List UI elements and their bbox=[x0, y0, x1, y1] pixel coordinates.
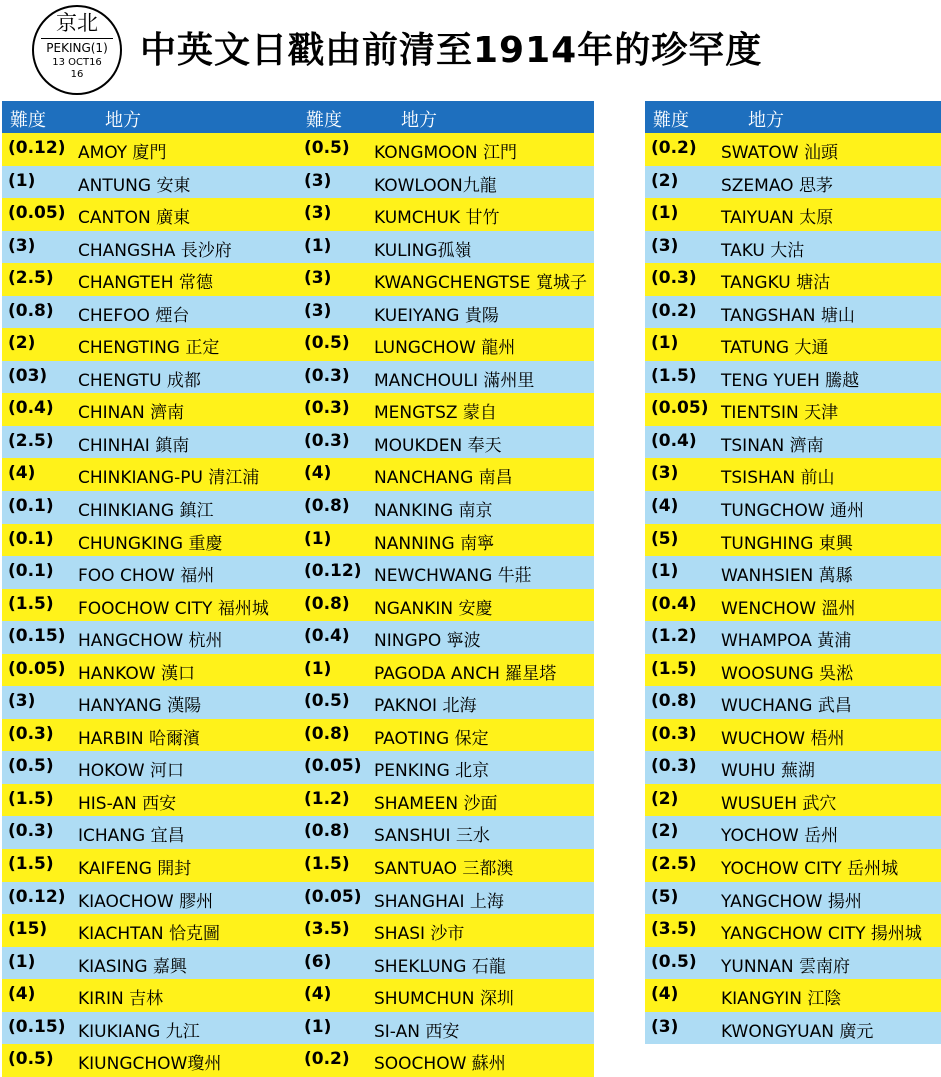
place-name: WOOSUNG 吳淞 bbox=[721, 663, 854, 684]
rarity-value: (0.8) bbox=[304, 821, 350, 842]
place-name: NGANKIN 安慶 bbox=[374, 598, 493, 619]
stamp-top-text: 京北 bbox=[56, 11, 98, 35]
table-row bbox=[645, 556, 941, 589]
table-row bbox=[298, 882, 594, 915]
table-row bbox=[298, 328, 594, 361]
place-name: WHAMPOA 黃浦 bbox=[721, 631, 852, 652]
table-row bbox=[2, 166, 298, 199]
rarity-value: (1.5) bbox=[304, 854, 350, 875]
place-name: HOKOW 河口 bbox=[78, 761, 184, 782]
rarity-value: (0.05) bbox=[304, 886, 362, 907]
place-name: TATUNG 大通 bbox=[721, 338, 829, 359]
table-row bbox=[298, 426, 594, 459]
table-row bbox=[645, 589, 941, 622]
rarity-value: (1.2) bbox=[304, 788, 350, 809]
place-name: NANNING 南寧 bbox=[374, 533, 495, 554]
table-row bbox=[645, 784, 941, 817]
table-row bbox=[298, 914, 594, 947]
column-header bbox=[645, 101, 941, 133]
place-name: SHEKLUNG 石龍 bbox=[374, 956, 506, 977]
place-name: KIACHTAN 恰克圖 bbox=[78, 924, 220, 945]
rarity-value: (0.4) bbox=[304, 626, 350, 647]
place-name: TENG YUEH 騰越 bbox=[721, 370, 860, 391]
rarity-value: (0.1) bbox=[8, 496, 54, 517]
place-name: NINGPO 寧波 bbox=[374, 631, 481, 652]
place-name: CHENGTU 成都 bbox=[78, 370, 201, 391]
place-name: WUHU 蕪湖 bbox=[721, 761, 815, 782]
rarity-value: (0.15) bbox=[8, 626, 66, 647]
table-row bbox=[298, 458, 594, 491]
table-row bbox=[645, 686, 941, 719]
place-name: CANTON 廣東 bbox=[78, 208, 191, 229]
place-name: SHUMCHUN 深圳 bbox=[374, 989, 514, 1010]
rarity-value: (2) bbox=[651, 821, 679, 842]
difficulty-header: 難度 bbox=[306, 110, 342, 131]
rarity-value: (1) bbox=[651, 203, 679, 224]
table-row bbox=[2, 556, 298, 589]
table-row bbox=[2, 458, 298, 491]
rarity-value: (1) bbox=[304, 235, 332, 256]
table-row bbox=[2, 198, 298, 231]
page-title: 中英文日戳由前清至1914年的珍罕度 bbox=[140, 30, 763, 71]
empty-row bbox=[645, 1044, 941, 1077]
table-row bbox=[645, 458, 941, 491]
place-name: CHENGTING 正定 bbox=[78, 338, 220, 359]
table-row bbox=[645, 491, 941, 524]
rarity-value: (0.2) bbox=[304, 1049, 350, 1070]
rarity-value: (1) bbox=[304, 1016, 332, 1037]
rarity-value: (0.3) bbox=[651, 756, 697, 777]
place-name: YANGCHOW 揚州 bbox=[721, 891, 862, 912]
table-row bbox=[298, 719, 594, 752]
rarity-value: (6) bbox=[304, 951, 332, 972]
table-row bbox=[645, 979, 941, 1012]
table-row bbox=[2, 393, 298, 426]
place-name: MANCHOULI 滿州里 bbox=[374, 370, 535, 391]
rarity-value: (0.8) bbox=[304, 593, 350, 614]
table-row bbox=[645, 361, 941, 394]
table-row bbox=[645, 621, 941, 654]
table-row bbox=[645, 751, 941, 784]
table-row bbox=[645, 524, 941, 557]
table-row bbox=[2, 328, 298, 361]
table-row bbox=[2, 133, 298, 166]
rarity-value: (0.8) bbox=[304, 723, 350, 744]
place-name: CHUNGKING 重慶 bbox=[78, 533, 223, 554]
place-name: KIAOCHOW 膠州 bbox=[78, 891, 214, 912]
place-name: LUNGCHOW 龍州 bbox=[374, 338, 516, 359]
rarity-value: (0.3) bbox=[651, 723, 697, 744]
rarity-value: (1.5) bbox=[8, 854, 54, 875]
rarity-value: (0.3) bbox=[304, 430, 350, 451]
place-name: YOCHOW CITY 岳州城 bbox=[721, 859, 899, 880]
place-name: WUCHOW 梧州 bbox=[721, 728, 845, 749]
table-row bbox=[2, 231, 298, 264]
table-row bbox=[645, 426, 941, 459]
table-row bbox=[2, 263, 298, 296]
rarity-value: (1) bbox=[8, 170, 36, 191]
place-name: YOCHOW 岳州 bbox=[721, 826, 839, 847]
column-header bbox=[298, 101, 594, 133]
rarity-value: (4) bbox=[651, 984, 679, 1005]
table-row bbox=[645, 393, 941, 426]
rarity-value: (0.4) bbox=[651, 430, 697, 451]
table-row bbox=[298, 231, 594, 264]
rarity-value: (0.12) bbox=[8, 138, 66, 158]
table-row bbox=[2, 947, 298, 980]
place-name: HIS-AN 西安 bbox=[78, 793, 177, 814]
table-row bbox=[645, 914, 941, 947]
rarity-value: (0.3) bbox=[304, 398, 350, 419]
table-row bbox=[2, 849, 298, 882]
rarity-value: (4) bbox=[8, 984, 36, 1005]
place-header: 地方 bbox=[401, 110, 437, 131]
place-name: NANKING 南京 bbox=[374, 501, 493, 522]
table-row bbox=[298, 524, 594, 557]
table-row bbox=[298, 198, 594, 231]
place-name: TUNGHING 東興 bbox=[721, 533, 853, 554]
rarity-value: (1) bbox=[304, 528, 332, 549]
place-name: SZEMAO 思茅 bbox=[721, 175, 833, 196]
page-header bbox=[0, 0, 941, 100]
place-name: FOOCHOW CITY 福州城 bbox=[78, 598, 269, 619]
rarity-value: (1.2) bbox=[651, 626, 697, 647]
rarity-value: (1) bbox=[8, 951, 36, 972]
rarity-value: (1.5) bbox=[8, 593, 54, 614]
rarity-value: (5) bbox=[651, 528, 679, 549]
place-name: NANCHANG 南昌 bbox=[374, 468, 513, 489]
place-name: PAOTING 保定 bbox=[374, 728, 489, 749]
place-name: SI-AN 西安 bbox=[374, 1021, 460, 1042]
table-row bbox=[2, 816, 298, 849]
table-row bbox=[298, 393, 594, 426]
table-row bbox=[298, 589, 594, 622]
table-row bbox=[645, 947, 941, 980]
table-row bbox=[298, 784, 594, 817]
table-row bbox=[645, 849, 941, 882]
place-name: KWONGYUAN 廣元 bbox=[721, 1021, 874, 1042]
table-row bbox=[2, 296, 298, 329]
postmark-stamp-icon bbox=[32, 5, 122, 95]
table-row bbox=[645, 816, 941, 849]
table-row bbox=[298, 816, 594, 849]
place-name: CHANGSHA 長沙府 bbox=[78, 240, 232, 261]
table-row bbox=[298, 947, 594, 980]
place-name: PENKING 北京 bbox=[374, 761, 490, 782]
table-row bbox=[298, 1012, 594, 1045]
rarity-value: (0.05) bbox=[651, 398, 709, 419]
place-name: MOUKDEN 奉天 bbox=[374, 435, 502, 456]
table-row bbox=[298, 166, 594, 199]
place-name: TUNGCHOW 通州 bbox=[721, 501, 864, 522]
place-name: TSINAN 濟南 bbox=[721, 435, 824, 456]
table-row bbox=[645, 133, 941, 166]
place-name: WUCHANG 武昌 bbox=[721, 696, 852, 717]
difficulty-header: 難度 bbox=[10, 110, 46, 131]
difficulty-header: 難度 bbox=[653, 110, 689, 131]
table-row bbox=[645, 198, 941, 231]
rarity-value: (4) bbox=[8, 463, 36, 484]
table-row bbox=[2, 361, 298, 394]
rarity-value: (3) bbox=[304, 203, 332, 224]
rarity-value: (0.5) bbox=[8, 756, 54, 777]
place-name: WANHSIEN 萬縣 bbox=[721, 566, 853, 587]
rarity-value: (0.5) bbox=[304, 691, 350, 712]
place-name: KOWLOON九龍 bbox=[374, 175, 497, 196]
rarity-value: (0.05) bbox=[8, 203, 66, 224]
rarity-value: (2.5) bbox=[651, 854, 697, 875]
table-row bbox=[645, 328, 941, 361]
place-header: 地方 bbox=[748, 110, 784, 131]
place-name: TANGSHAN 塘山 bbox=[721, 305, 855, 326]
table-row bbox=[298, 621, 594, 654]
stamp-divider bbox=[41, 38, 113, 39]
place-name: AMOY 廈門 bbox=[78, 143, 167, 163]
rarity-value: (0.3) bbox=[304, 365, 350, 386]
table-row bbox=[298, 491, 594, 524]
table-row bbox=[298, 654, 594, 687]
place-name: CHINHAI 鎮南 bbox=[78, 435, 190, 456]
table-column-1 bbox=[2, 101, 298, 1077]
place-name: CHEFOO 煙台 bbox=[78, 305, 190, 326]
table-row bbox=[298, 263, 594, 296]
place-name: SANSHUI 三水 bbox=[374, 826, 490, 847]
rarity-value: (0.1) bbox=[8, 528, 54, 549]
place-name: TIENTSIN 天津 bbox=[721, 403, 839, 424]
rarity-value: (3) bbox=[651, 1016, 679, 1037]
rarity-value: (0.05) bbox=[8, 658, 66, 679]
table-row bbox=[645, 1012, 941, 1045]
rarity-value: (2.5) bbox=[8, 430, 54, 451]
rarity-value: (2) bbox=[651, 170, 679, 191]
rarity-value: (0.4) bbox=[651, 593, 697, 614]
rarity-value: (1) bbox=[304, 658, 332, 679]
stamp-number: 16 bbox=[70, 69, 84, 80]
table-row bbox=[2, 589, 298, 622]
rarity-value: (0.5) bbox=[304, 138, 350, 158]
table-row bbox=[2, 784, 298, 817]
rarity-value: (3) bbox=[651, 235, 679, 256]
place-name: KWANGCHENGTSE 寬城子 bbox=[374, 273, 587, 294]
table-row bbox=[298, 979, 594, 1012]
rarity-value: (3) bbox=[304, 170, 332, 191]
place-name: WENCHOW 溫州 bbox=[721, 598, 856, 619]
place-name: KUEIYANG 貴陽 bbox=[374, 305, 499, 326]
rarity-value: (3) bbox=[304, 268, 332, 289]
rarity-value: (0.2) bbox=[651, 138, 697, 158]
place-name: SANTUAO 三都澳 bbox=[374, 859, 514, 880]
table-row bbox=[2, 979, 298, 1012]
rarity-value: (0.5) bbox=[8, 1049, 54, 1070]
place-name: HANYANG 漢陽 bbox=[78, 696, 202, 717]
rarity-value: (0.3) bbox=[8, 821, 54, 842]
rarity-value: (0.2) bbox=[651, 300, 697, 321]
place-name: SHAMEEN 沙面 bbox=[374, 793, 498, 814]
rarity-value: (0.8) bbox=[651, 691, 697, 712]
place-name: CHANGTEH 常德 bbox=[78, 273, 213, 294]
rarity-value: (2) bbox=[8, 333, 36, 354]
place-name: CHINAN 濟南 bbox=[78, 403, 185, 424]
table-row bbox=[298, 133, 594, 166]
rarity-value: (1.5) bbox=[651, 658, 697, 679]
rarity-value: (4) bbox=[304, 984, 332, 1005]
table-row bbox=[2, 524, 298, 557]
place-name: KIANGYIN 江陰 bbox=[721, 989, 842, 1010]
table-row bbox=[2, 621, 298, 654]
rarity-value: (0.4) bbox=[8, 398, 54, 419]
place-name: YUNNAN 雲南府 bbox=[721, 956, 851, 977]
table-row bbox=[298, 686, 594, 719]
rarity-value: (1.5) bbox=[651, 365, 697, 386]
place-name: NEWCHWANG 牛莊 bbox=[374, 566, 532, 587]
rarity-value: (4) bbox=[651, 496, 679, 517]
table-row bbox=[2, 1012, 298, 1045]
place-name: KUMCHUK 甘竹 bbox=[374, 208, 500, 229]
place-name: FOO CHOW 福州 bbox=[78, 566, 215, 587]
stamp-office-name: PEKING(1) bbox=[46, 41, 108, 55]
table-row bbox=[645, 231, 941, 264]
table-row bbox=[2, 491, 298, 524]
table-row bbox=[2, 426, 298, 459]
rarity-value: (0.12) bbox=[8, 886, 66, 907]
table-row bbox=[2, 882, 298, 915]
place-header: 地方 bbox=[105, 110, 141, 131]
place-name: PAKNOI 北海 bbox=[374, 696, 477, 717]
rarity-value: (3) bbox=[304, 300, 332, 321]
place-name: CHINKIANG 鎮江 bbox=[78, 501, 214, 522]
rarity-value: (0.12) bbox=[304, 561, 362, 582]
table-row bbox=[2, 686, 298, 719]
rarity-value: (3.5) bbox=[651, 919, 697, 940]
place-name: KULING孤嶺 bbox=[374, 240, 472, 261]
place-name: KONGMOON 江門 bbox=[374, 143, 518, 163]
rarity-value: (1.5) bbox=[8, 788, 54, 809]
place-name: KAIFENG 開封 bbox=[78, 859, 192, 880]
place-name: TAKU 大沽 bbox=[721, 240, 805, 261]
rarity-value: (0.8) bbox=[8, 300, 54, 321]
table-row bbox=[298, 849, 594, 882]
table-row bbox=[645, 654, 941, 687]
table-row bbox=[645, 296, 941, 329]
place-name: HANGCHOW 杭州 bbox=[78, 631, 223, 652]
rarity-value: (0.05) bbox=[304, 756, 362, 777]
table-row bbox=[298, 1044, 594, 1077]
place-name: TAIYUAN 太原 bbox=[721, 208, 834, 229]
place-name: TSISHAN 前山 bbox=[721, 468, 835, 489]
rarity-value: (03) bbox=[8, 365, 48, 386]
place-name: ICHANG 宜昌 bbox=[78, 826, 185, 847]
place-name: TANGKU 塘沽 bbox=[721, 273, 831, 294]
rarity-value: (0.5) bbox=[304, 333, 350, 354]
place-name: KIUNGCHOW瓊州 bbox=[78, 1054, 222, 1075]
rarity-value: (15) bbox=[8, 919, 48, 940]
rarity-value: (3) bbox=[651, 463, 679, 484]
rarity-value: (0.8) bbox=[304, 496, 350, 517]
place-name: KIUKIANG 九江 bbox=[78, 1021, 200, 1042]
place-name: YANGCHOW CITY 揚州城 bbox=[721, 924, 922, 945]
rarity-value: (3.5) bbox=[304, 919, 350, 940]
rarity-value: (3) bbox=[8, 691, 36, 712]
table-row bbox=[298, 751, 594, 784]
place-name: SHASI 沙市 bbox=[374, 924, 465, 945]
table-row bbox=[2, 1044, 298, 1077]
rarity-value: (0.3) bbox=[651, 268, 697, 289]
table-column-3 bbox=[645, 101, 941, 1077]
place-name: SHANGHAI 上海 bbox=[374, 891, 504, 912]
place-name: ANTUNG 安東 bbox=[78, 175, 191, 196]
place-name: HARBIN 哈爾濱 bbox=[78, 728, 201, 749]
rarity-value: (3) bbox=[8, 235, 36, 256]
table-row bbox=[645, 263, 941, 296]
place-name: CHINKIANG-PU 清江浦 bbox=[78, 468, 260, 489]
place-name: KIASING 嘉興 bbox=[78, 956, 187, 977]
table-row bbox=[645, 719, 941, 752]
place-name: MENGTSZ 蒙自 bbox=[374, 403, 497, 424]
table-column-2 bbox=[298, 101, 594, 1077]
place-name: KIRIN 吉林 bbox=[78, 989, 164, 1010]
table-row bbox=[2, 719, 298, 752]
table-row bbox=[2, 751, 298, 784]
place-name: PAGODA ANCH 羅星塔 bbox=[374, 663, 557, 684]
table-row bbox=[298, 556, 594, 589]
rarity-value: (2) bbox=[651, 788, 679, 809]
rarity-value: (0.3) bbox=[8, 723, 54, 744]
place-name: WUSUEH 武穴 bbox=[721, 793, 837, 814]
rarity-value: (4) bbox=[304, 463, 332, 484]
rarity-value: (0.1) bbox=[8, 561, 54, 582]
stamp-date: 13 OCT16 bbox=[52, 57, 102, 68]
rarity-value: (5) bbox=[651, 886, 679, 907]
table-row bbox=[298, 361, 594, 394]
rarity-value: (1) bbox=[651, 561, 679, 582]
column-header bbox=[2, 101, 298, 133]
table-row bbox=[298, 296, 594, 329]
table-row bbox=[2, 914, 298, 947]
rarity-value: (0.5) bbox=[651, 951, 697, 972]
table-row bbox=[645, 882, 941, 915]
rarity-value: (2.5) bbox=[8, 268, 54, 289]
place-name: SOOCHOW 蘇州 bbox=[374, 1054, 506, 1075]
table-row bbox=[2, 654, 298, 687]
table-row bbox=[645, 166, 941, 199]
rarity-value: (0.15) bbox=[8, 1016, 66, 1037]
rarity-value: (1) bbox=[651, 333, 679, 354]
place-name: HANKOW 漢口 bbox=[78, 663, 195, 684]
place-name: SWATOW 汕頭 bbox=[721, 143, 838, 163]
